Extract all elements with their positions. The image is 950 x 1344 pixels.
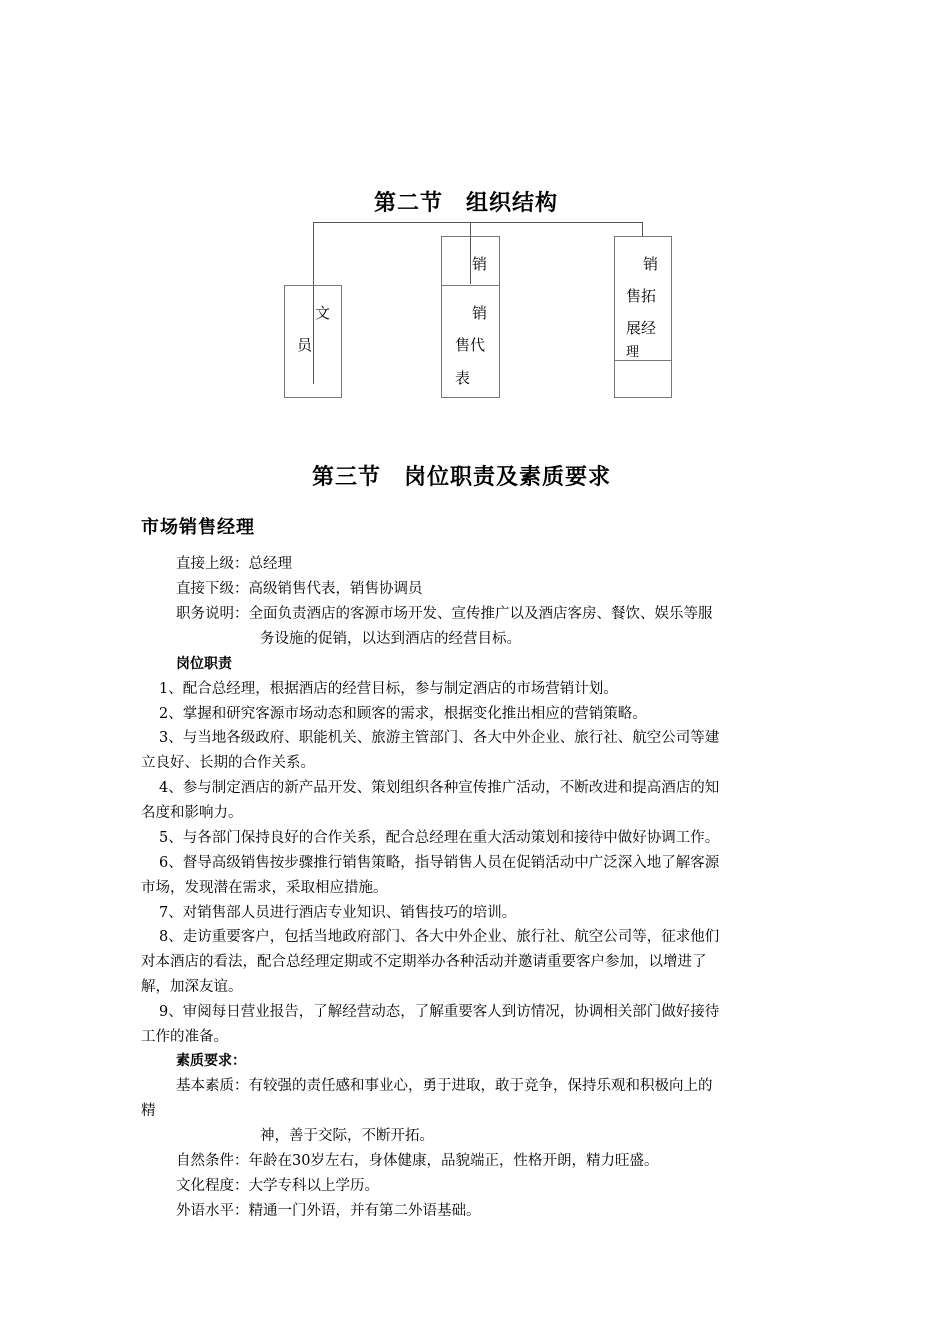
direct-superior: 直接上级：总经理 — [176, 556, 292, 572]
org-sales-manager-divider — [614, 360, 672, 361]
position-title: 市场销售经理 — [141, 517, 255, 538]
org-connector-mid — [470, 222, 471, 236]
natural-conditions: 自然条件：年龄在30岁左右，身体健康，品貌端正，性格开朗，精力旺盛。 — [176, 1153, 659, 1169]
org-sales-manager-char3: 展经 — [626, 319, 657, 337]
duty-3-line1: 3、与当地各级政府、职能机关、旅游主管部门、各大中外企业、旅行社、航空公司等建 — [159, 730, 720, 746]
duty-6-line2: 市场，发现潜在需求，采取相应措施。 — [141, 880, 388, 896]
duty-5: 5、与各部门保持良好的合作关系，配合总经理在重大活动策划和接待中做好协调工作。 — [159, 830, 720, 846]
duty-8-line1: 8、走访重要客户，包括当地政府部门、各大中外企业、旅行社、航空公司等，征求他们 — [159, 929, 720, 945]
duty-7: 7、对销售部人员进行酒店专业知识、销售技巧的培训。 — [159, 905, 517, 921]
org-connector-right — [642, 222, 643, 237]
job-description-line1: 职务说明：全面负责酒店的客源市场开发、宣传推广以及酒店客房、餐饮、娱乐等服 — [176, 606, 713, 622]
duty-3-line2: 立良好、长期的合作关系。 — [141, 755, 315, 771]
duty-2: 2、掌握和研究客源市场动态和顾客的需求，根据变化推出相应的营销策略。 — [159, 706, 647, 722]
duty-6-line1: 6、督导高级销售按步骤推行销售策略，指导销售人员在促销活动中广泛深入地了解客源 — [159, 855, 720, 871]
org-clerk-char2: 员 — [297, 336, 313, 354]
org-sales-manager-char1: 销 — [643, 255, 659, 273]
duties-heading: 岗位职责 — [176, 656, 232, 672]
duty-9-line1: 9、审阅每日营业报告，了解经营动态，了解重要客人到访情况，协调相关部门做好接待 — [159, 1004, 720, 1020]
org-connector-top — [313, 222, 643, 223]
org-box-clerk — [284, 285, 342, 398]
duty-8-line3: 解，加深友谊。 — [141, 979, 243, 995]
org-sales-rep-char3: 表 — [455, 369, 471, 387]
direct-subordinate: 直接下级：高级销售代表，销售协调员 — [176, 581, 423, 597]
org-mid-top-char: 销 — [472, 255, 488, 273]
section3-title: 第三节 岗位职责及素质要求 — [312, 465, 612, 490]
org-sales-rep-char1: 销 — [472, 304, 488, 322]
org-box-mid-top — [441, 236, 500, 286]
foreign-language: 外语水平：精通一门外语，并有第二外语基础。 — [176, 1203, 481, 1219]
duty-1: 1、配合总经理，根据酒店的经营目标，参与制定酒店的市场营销计划。 — [159, 681, 618, 697]
basic-quality-line1: 基本素质：有较强的责任感和事业心，勇于进取，敢于竞争，保持乐观和积极向上的 — [176, 1078, 713, 1094]
section2-title: 第二节 组织结构 — [374, 191, 559, 216]
job-description-line2: 务设施的促销，以达到酒店的经营目标。 — [260, 631, 521, 647]
duty-4-line1: 4、参与制定酒店的新产品开发、策划组织各种宣传推广活动，不断改进和提高酒店的知 — [159, 780, 720, 796]
basic-quality-line2: 精 — [141, 1103, 156, 1119]
quality-heading: 素质要求： — [176, 1053, 246, 1069]
education-level: 文化程度：大学专科以上学历。 — [176, 1178, 379, 1194]
duty-8-line2: 对本酒店的看法，配合总经理定期或不定期举办各种活动并邀请重要客户参加，以增进了 — [141, 954, 707, 970]
duty-4-line2: 名度和影响力。 — [141, 805, 243, 821]
org-sales-rep-char2: 售代 — [455, 336, 486, 354]
duty-9-line2: 工作的准备。 — [141, 1029, 228, 1045]
org-sales-manager-char4: 理 — [626, 345, 640, 358]
org-clerk-char1: 文 — [315, 304, 331, 322]
org-sales-manager-char2: 售拓 — [626, 287, 657, 305]
basic-quality-line3: 神，善于交际，不断开拓。 — [260, 1128, 434, 1144]
